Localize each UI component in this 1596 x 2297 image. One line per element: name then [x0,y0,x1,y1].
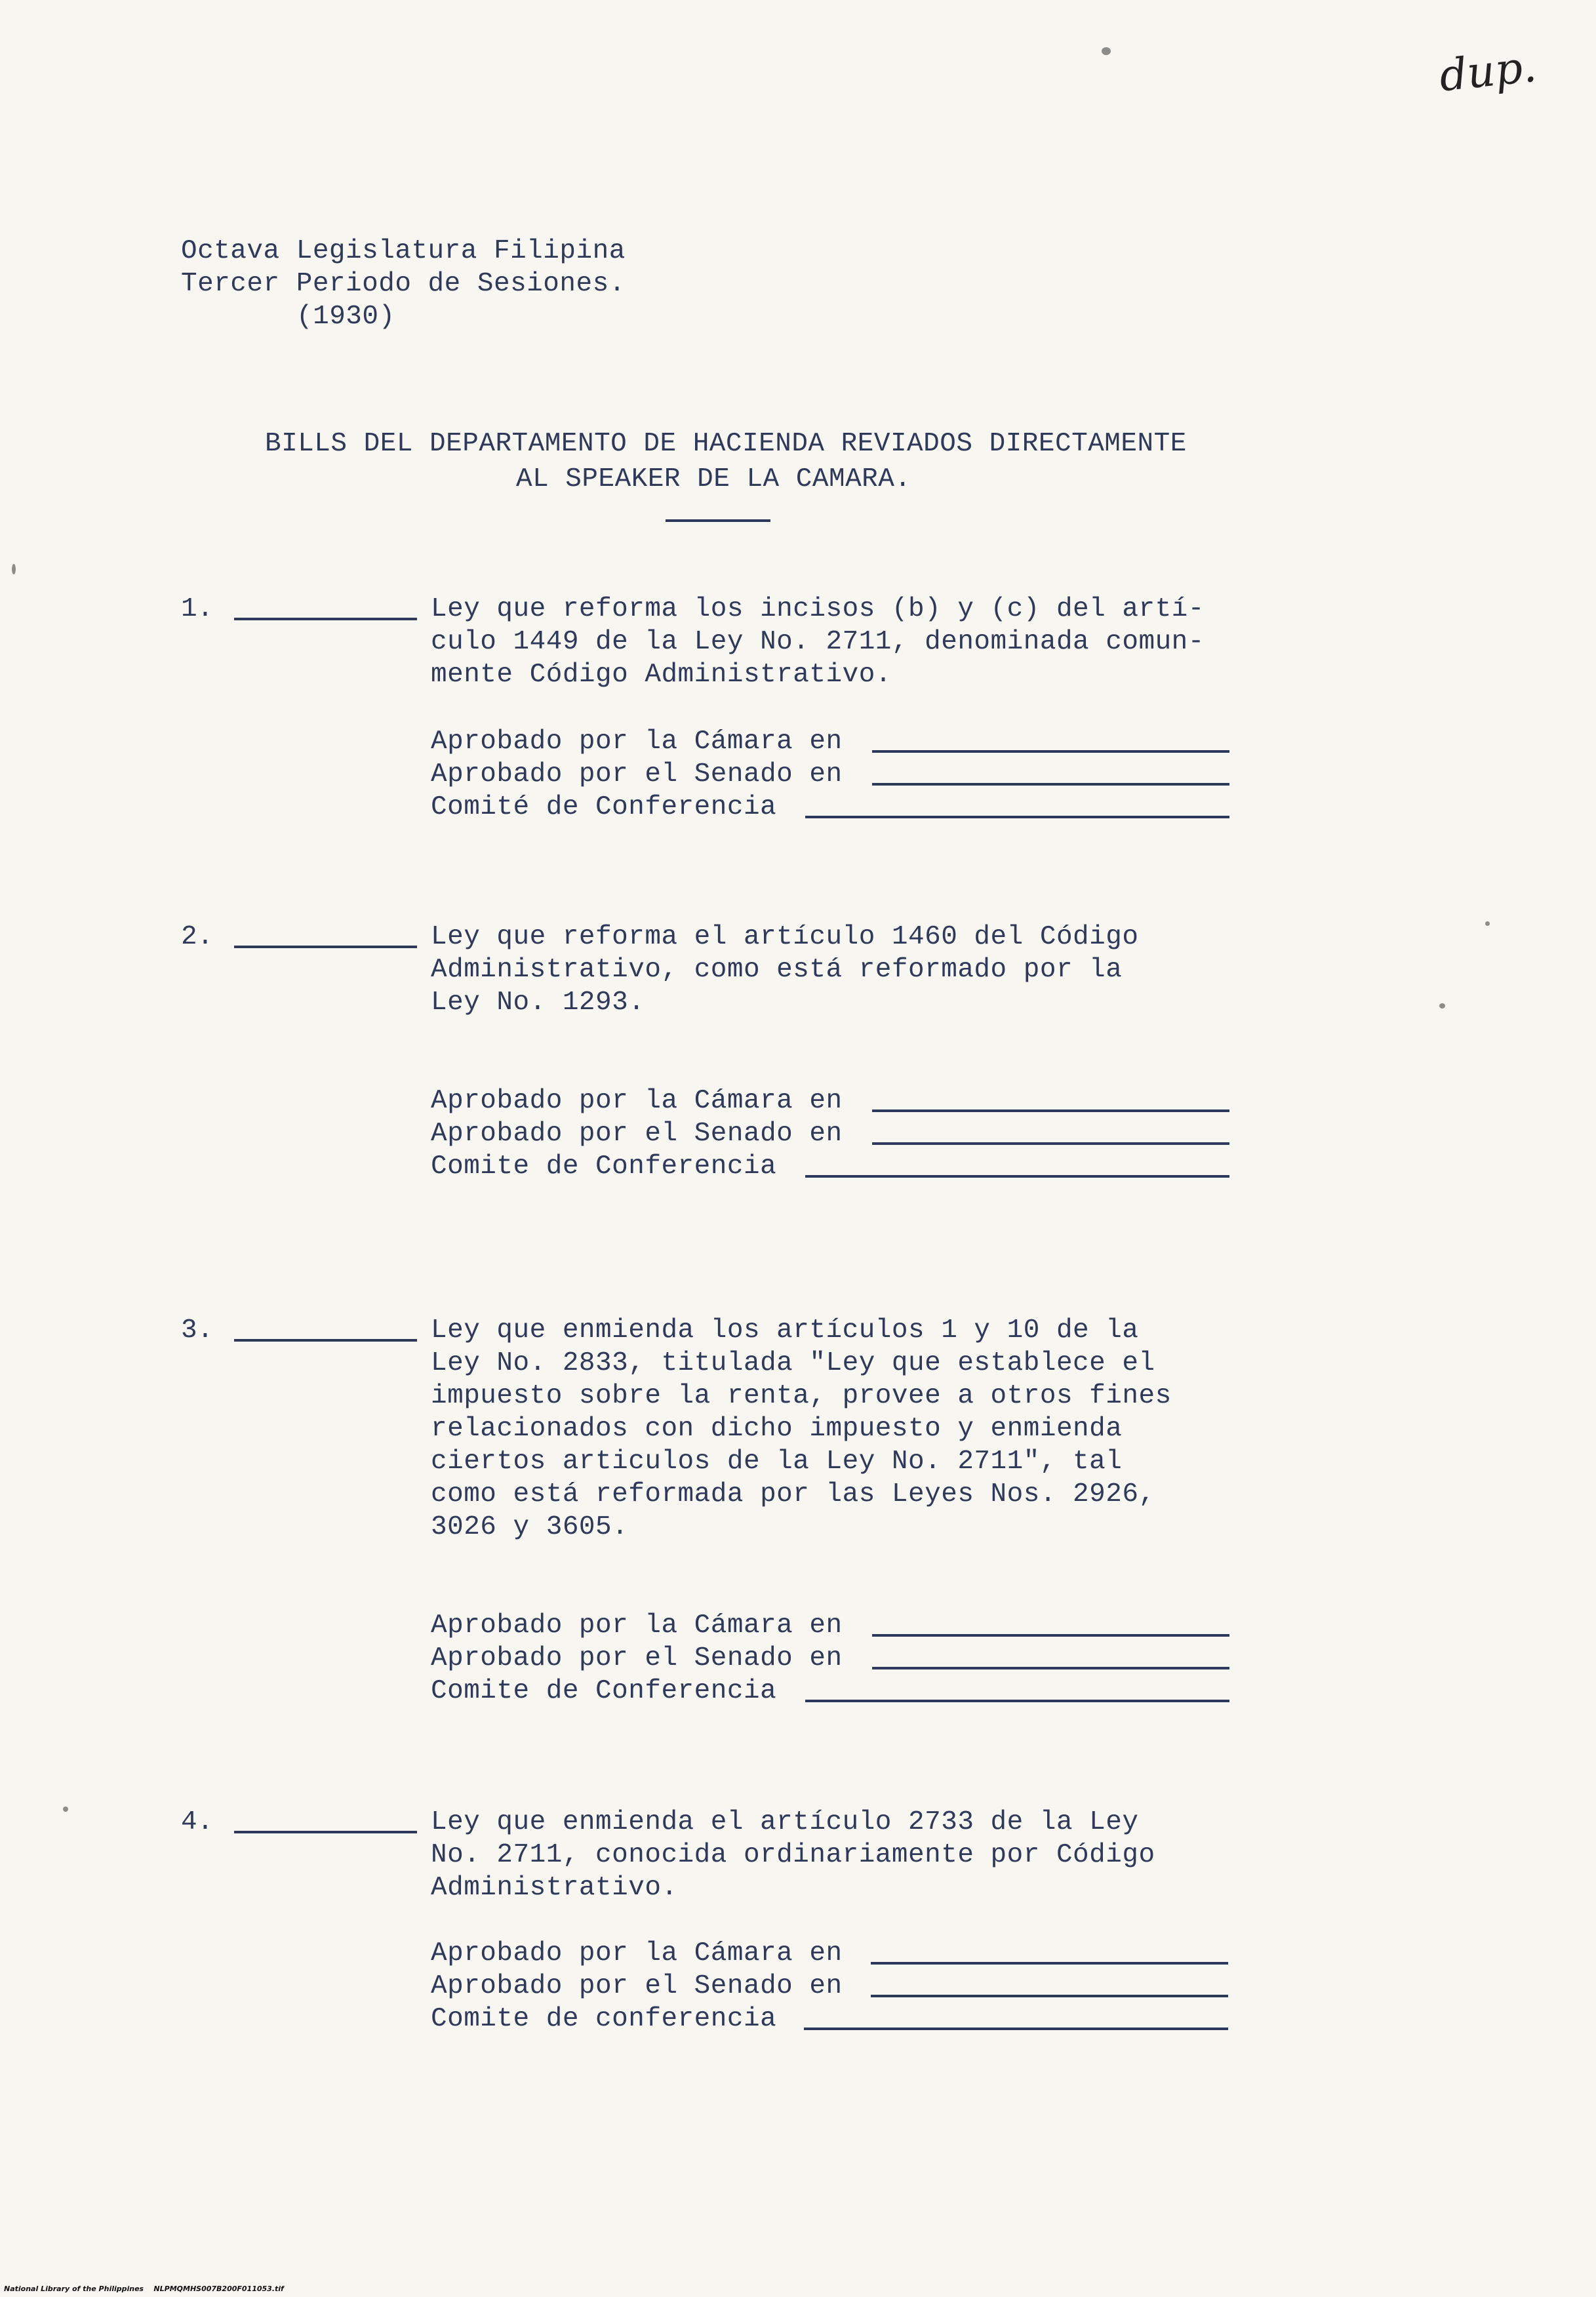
approval-blank [871,1962,1228,1965]
approval-blank [804,2027,1228,2030]
archive-footer: National Library of the Philippines NLPMQMHS007B200F011053.tif [4,2285,284,2293]
approval-blank [805,816,1229,818]
approval-label: Aprobado por el Senado en [431,759,843,789]
bill-description-line: Ley que reforma el artículo 1460 del Código [431,922,1139,952]
bill-description-line: ciertos articulos de la Ley No. 2711", tal [431,1447,1123,1477]
bill-number-blank [234,1831,417,1833]
bill-description-line: Ley No. 1293. [431,988,645,1018]
approval-label: Aprobado por la Cámara en [431,727,843,757]
legislature-name: Octava Legislatura Filipina [181,236,626,266]
bill-description-line: relacionados con dicho impuesto y enmienda [431,1414,1123,1444]
document-title-line-1: BILLS DEL DEPARTAMENTO DE HACIENDA REVIADOS DIRECTAMENTE [265,429,1187,459]
bill-description-line: mente Código Administrativo. [431,660,892,690]
approval-label: Comite de Conferencia [431,1676,777,1706]
bill-description-line: No. 2711, conocida ordinariamente por Código [431,1840,1155,1870]
bill-number: 4. [181,1807,214,1837]
bill-number-blank [234,946,417,948]
session-period: Tercer Periodo de Sesiones. [181,269,626,299]
approval-label: Aprobado por el Senado en [431,1643,843,1673]
bill-number: 1. [181,594,214,624]
bill-number-blank [234,1339,417,1342]
bill-description-line: Ley No. 2833, titulada "Ley que establece el [431,1348,1155,1378]
bill-description-line: Ley que enmienda los artículos 1 y 10 de la [431,1315,1139,1346]
paper-speck [1485,921,1490,926]
bill-description-line: Administrativo. [431,1873,678,1903]
approval-blank [805,1700,1229,1702]
approval-label: Comité de Conferencia [431,792,777,822]
approval-blank [872,1667,1229,1669]
approval-label: Comite de Conferencia [431,1151,777,1182]
approval-label: Aprobado por la Cámara en [431,1086,843,1116]
approval-label: Comite de conferencia [431,2004,777,2034]
bill-description-line: como está reformada por las Leyes Nos. 2926, [431,1479,1155,1509]
approval-blank [871,1995,1228,1997]
approval-blank [872,1634,1229,1637]
approval-label: Aprobado por el Senado en [431,1971,843,2001]
bill-number: 3. [181,1315,214,1346]
bill-description-line: Administrativo, como está reformado por la [431,955,1123,985]
bill-description-line: Ley que reforma los incisos (b) y (c) del artí- [431,594,1205,624]
bill-description-line: impuesto sobre la renta, provee a otros fines [431,1381,1172,1411]
session-year: (1930) [296,302,395,332]
paper-speck [12,564,16,574]
approval-label: Aprobado por el Senado en [431,1119,843,1149]
approval-blank [872,1109,1229,1112]
approval-blank [872,750,1229,753]
handwritten-annotation: dup. [1437,41,1539,102]
bill-description-line: Ley que enmienda el artículo 2733 de la Ley [431,1807,1139,1837]
paper-speck [1102,47,1111,55]
approval-label: Aprobado por la Cámara en [431,1938,843,1968]
paper-speck [63,1807,68,1812]
approval-blank [872,783,1229,786]
approval-blank [872,1142,1229,1145]
approval-blank [805,1175,1229,1178]
paper-speck [1439,1003,1445,1009]
bill-number-blank [234,618,417,620]
bill-description-line: culo 1449 de la Ley No. 2711, denominada comun- [431,627,1205,657]
title-underline [666,519,770,522]
bill-number: 2. [181,922,214,952]
approval-label: Aprobado por la Cámara en [431,1610,843,1641]
bill-description-line: 3026 y 3605. [431,1512,629,1542]
document-title-line-2: AL SPEAKER DE LA CAMARA. [516,464,911,494]
